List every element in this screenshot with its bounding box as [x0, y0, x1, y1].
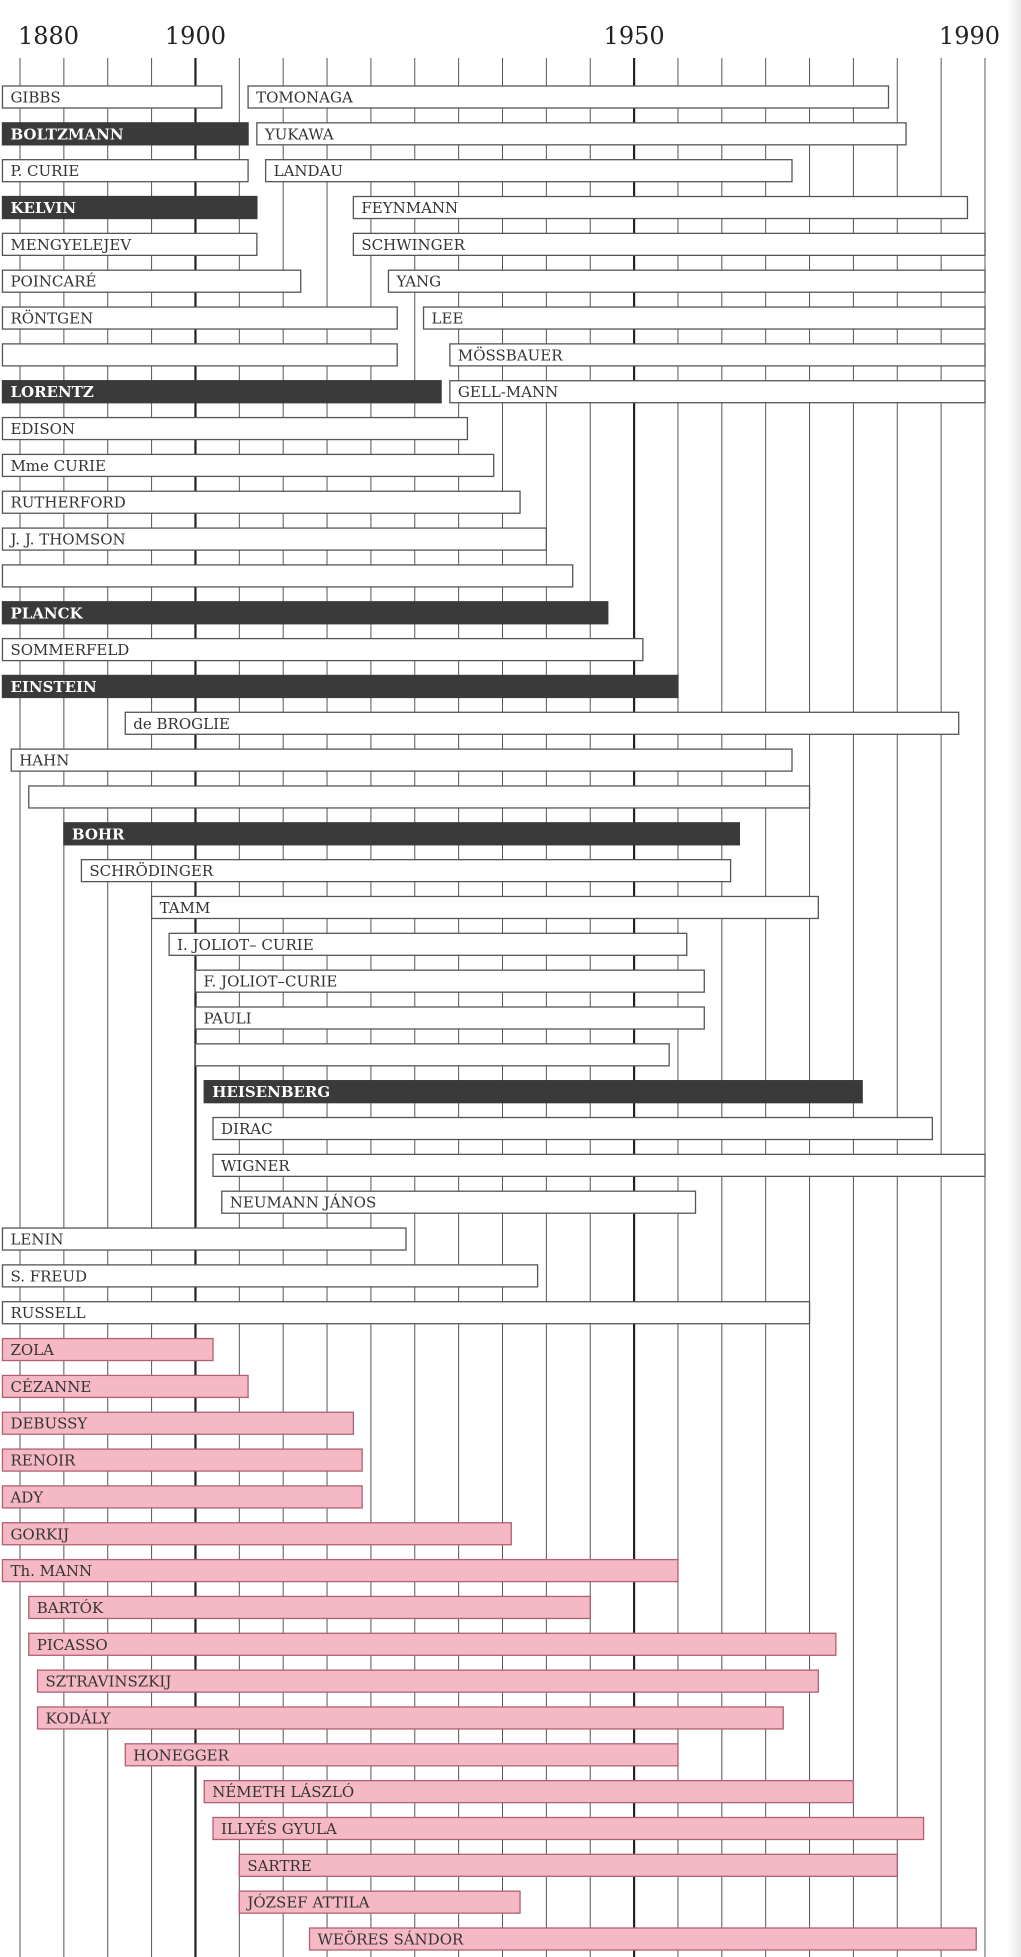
bar-label: POINCARÉ — [10, 272, 97, 291]
bar-label: J. J. THOMSON — [10, 530, 126, 549]
bar-rect — [29, 1633, 836, 1655]
bar-label: SOMMERFELD — [10, 641, 130, 660]
bar-planck — [2, 602, 607, 624]
tick-label-1900: 1900 — [164, 22, 226, 50]
bar-schwinger — [353, 233, 985, 255]
bar-poincaré — [2, 270, 300, 292]
bar-label: ZOLA — [10, 1341, 54, 1360]
bar-dirac — [213, 1118, 932, 1140]
bar-label: MÖSSBAUER — [457, 346, 563, 365]
bar-label: BOLTZMANN — [10, 125, 124, 144]
bar-lenin — [2, 1228, 406, 1250]
bar-yang — [388, 270, 985, 292]
bar-sommerfeld — [2, 639, 642, 661]
bar-label: GORKIJ — [10, 1525, 70, 1544]
bar-label: P. CURIE — [10, 162, 80, 181]
bar-rect — [266, 160, 792, 182]
bar-label: LEE — [431, 309, 464, 328]
bar-rect — [2, 602, 607, 624]
bar-rect — [29, 786, 810, 808]
bar-label: HONEGGER — [133, 1746, 229, 1765]
bar-einstein — [2, 675, 678, 697]
bar-label: Th. MANN — [10, 1562, 93, 1581]
bar-label: DIRAC — [221, 1120, 273, 1139]
bar-rect — [2, 344, 397, 366]
bar-label: HEISENBERG — [212, 1083, 331, 1102]
bar-renoir — [2, 1449, 362, 1471]
bar-label: LENIN — [10, 1230, 64, 1249]
bar-label: F. JOLIOT–CURIE — [203, 972, 338, 991]
bar-label: PLANCK — [10, 604, 83, 623]
bar-józsef-attila — [239, 1891, 520, 1913]
bar-s-freud — [2, 1265, 537, 1287]
bar-label: RUSSELL — [10, 1304, 86, 1323]
bar-zola — [2, 1339, 213, 1361]
bar-unnamed — [29, 786, 810, 808]
bar-label: PAULI — [203, 1009, 252, 1028]
bar-rect — [152, 896, 819, 918]
bar-németh-lászló — [204, 1781, 853, 1803]
bar-label: EDISON — [10, 420, 76, 439]
bar-röntgen — [2, 307, 397, 329]
bar-label: DEBUSSY — [10, 1414, 88, 1433]
bar-label: BARTÓK — [36, 1598, 104, 1617]
bar-label: SCHRÖDINGER — [89, 862, 214, 881]
bar-illyés-gyula — [213, 1817, 924, 1839]
bar-label: Mme CURIE — [10, 456, 106, 475]
bar-label: RENOIR — [10, 1451, 76, 1470]
bar-ady — [2, 1486, 362, 1508]
bar-label: LORENTZ — [10, 383, 94, 402]
bar-label: PICASSO — [36, 1635, 108, 1654]
bar-label: S. FREUD — [10, 1267, 88, 1286]
bar-cézanne — [2, 1375, 248, 1397]
bar-label: I. JOLIOT– CURIE — [177, 935, 314, 954]
bar-russell — [2, 1302, 809, 1324]
bar-gibbs — [2, 86, 221, 108]
bar-j-j-thomson — [2, 528, 546, 550]
bar-label: RÖNTGEN — [10, 309, 94, 328]
bar-mengyelejev — [2, 233, 256, 255]
bar-label: LANDAU — [273, 162, 344, 181]
bar-label: GIBBS — [10, 88, 61, 107]
bar-i-joliot-curie — [169, 933, 687, 955]
bar-mössbauer — [450, 344, 985, 366]
bar-label: MENGYELEJEV — [10, 235, 132, 254]
bar-rect — [2, 1302, 809, 1324]
bar-rect — [2, 565, 572, 587]
bar-label: SARTRE — [247, 1856, 312, 1875]
bar-label: BOHR — [71, 825, 125, 844]
tick-label-1950: 1950 — [603, 22, 665, 50]
bar-mme-curie — [2, 454, 493, 476]
bar-kelvin — [2, 197, 256, 219]
bar-wigner — [213, 1154, 985, 1176]
bar-tomonaga — [248, 86, 888, 108]
bar-rect — [125, 712, 958, 734]
bar-yukawa — [257, 123, 906, 145]
bar-label: SCHWINGER — [361, 235, 465, 254]
bar-honegger — [125, 1744, 678, 1766]
bar-label: TOMONAGA — [256, 88, 353, 107]
bar-hahn — [11, 749, 792, 771]
bar-unnamed — [2, 565, 572, 587]
bar-rect — [239, 1854, 897, 1876]
bar-rect — [2, 675, 678, 697]
bar-label: FEYNMANN — [361, 199, 459, 218]
bar-debussy — [2, 1412, 353, 1434]
bar-rect — [2, 1523, 511, 1545]
bar-gorkij — [2, 1523, 511, 1545]
bar-lee — [424, 307, 985, 329]
bar-gell-mann — [450, 381, 985, 403]
bar-rect — [29, 1596, 590, 1618]
bar-label: HAHN — [19, 751, 70, 770]
bar-neumann-jános — [222, 1191, 696, 1213]
bar-label: TAMM — [159, 898, 211, 917]
bar-rect — [64, 823, 740, 845]
bar-label: CÉZANNE — [10, 1377, 92, 1396]
bar-rect — [388, 270, 985, 292]
bar-sartre — [239, 1854, 897, 1876]
page-edge-shadow — [1007, 0, 1021, 1957]
bar-bohr — [64, 823, 740, 845]
bar-heisenberg — [204, 1081, 862, 1103]
bar-label: YANG — [396, 272, 442, 291]
tick-label-1990: 1990 — [938, 22, 1000, 50]
tick-labels — [18, 22, 1000, 50]
bar-rect — [2, 1486, 362, 1508]
bar-label: WEÖRES SÁNDOR — [317, 1930, 464, 1949]
bar-label: GELL-MANN — [457, 383, 559, 402]
bar-lorentz — [2, 381, 441, 403]
bar-picasso — [29, 1633, 836, 1655]
bar-label: SZTRAVINSZKIJ — [45, 1672, 172, 1691]
bar-label: YUKAWA — [264, 125, 334, 144]
bar-sztravinszkij — [38, 1670, 819, 1692]
bar-tamm — [152, 896, 819, 918]
bar-de-broglie — [125, 712, 958, 734]
bar-rect — [11, 749, 792, 771]
bar-f-joliot-curie — [195, 970, 704, 992]
bar-label: ADY — [10, 1488, 44, 1507]
bar-boltzmann — [2, 123, 248, 145]
bar-label: RUTHERFORD — [10, 493, 126, 512]
bar-rect — [38, 1707, 784, 1729]
bar-rect — [195, 1007, 704, 1029]
bar-label: de BROGLIE — [133, 714, 230, 733]
bar-label: ILLYÉS GYULA — [221, 1819, 337, 1838]
bar-label: NEUMANN JÁNOS — [229, 1193, 377, 1212]
bar-rect — [424, 307, 985, 329]
bar-rect — [213, 1154, 985, 1176]
bar-kodály — [38, 1707, 784, 1729]
bar-bartók — [29, 1596, 590, 1618]
bar-landau — [266, 160, 792, 182]
bar-p-curie — [2, 160, 248, 182]
bar-rect — [2, 1560, 678, 1582]
bar-unnamed — [195, 1044, 669, 1066]
bar-rect — [257, 123, 906, 145]
bar-rect — [213, 1118, 932, 1140]
bars — [2, 86, 985, 1950]
bar-weöres-sándor — [310, 1928, 977, 1950]
bar-label: JÓZSEF ATTILA — [247, 1893, 370, 1912]
bar-pauli — [195, 1007, 704, 1029]
bar-unnamed — [2, 344, 397, 366]
bar-label: KELVIN — [10, 199, 77, 218]
bar-label: NÉMETH LÁSZLÓ — [212, 1783, 355, 1802]
bar-th-mann — [2, 1560, 678, 1582]
bar-rutherford — [2, 491, 520, 513]
bar-rect — [195, 1044, 669, 1066]
bar-feynmann — [353, 197, 967, 219]
bar-edison — [2, 418, 467, 440]
bar-label: KODÁLY — [45, 1709, 111, 1728]
tick-label-1880: 1880 — [18, 22, 80, 50]
bar-schrödinger — [81, 860, 730, 882]
bar-label: EINSTEIN — [10, 677, 97, 696]
bar-label: WIGNER — [221, 1156, 290, 1175]
